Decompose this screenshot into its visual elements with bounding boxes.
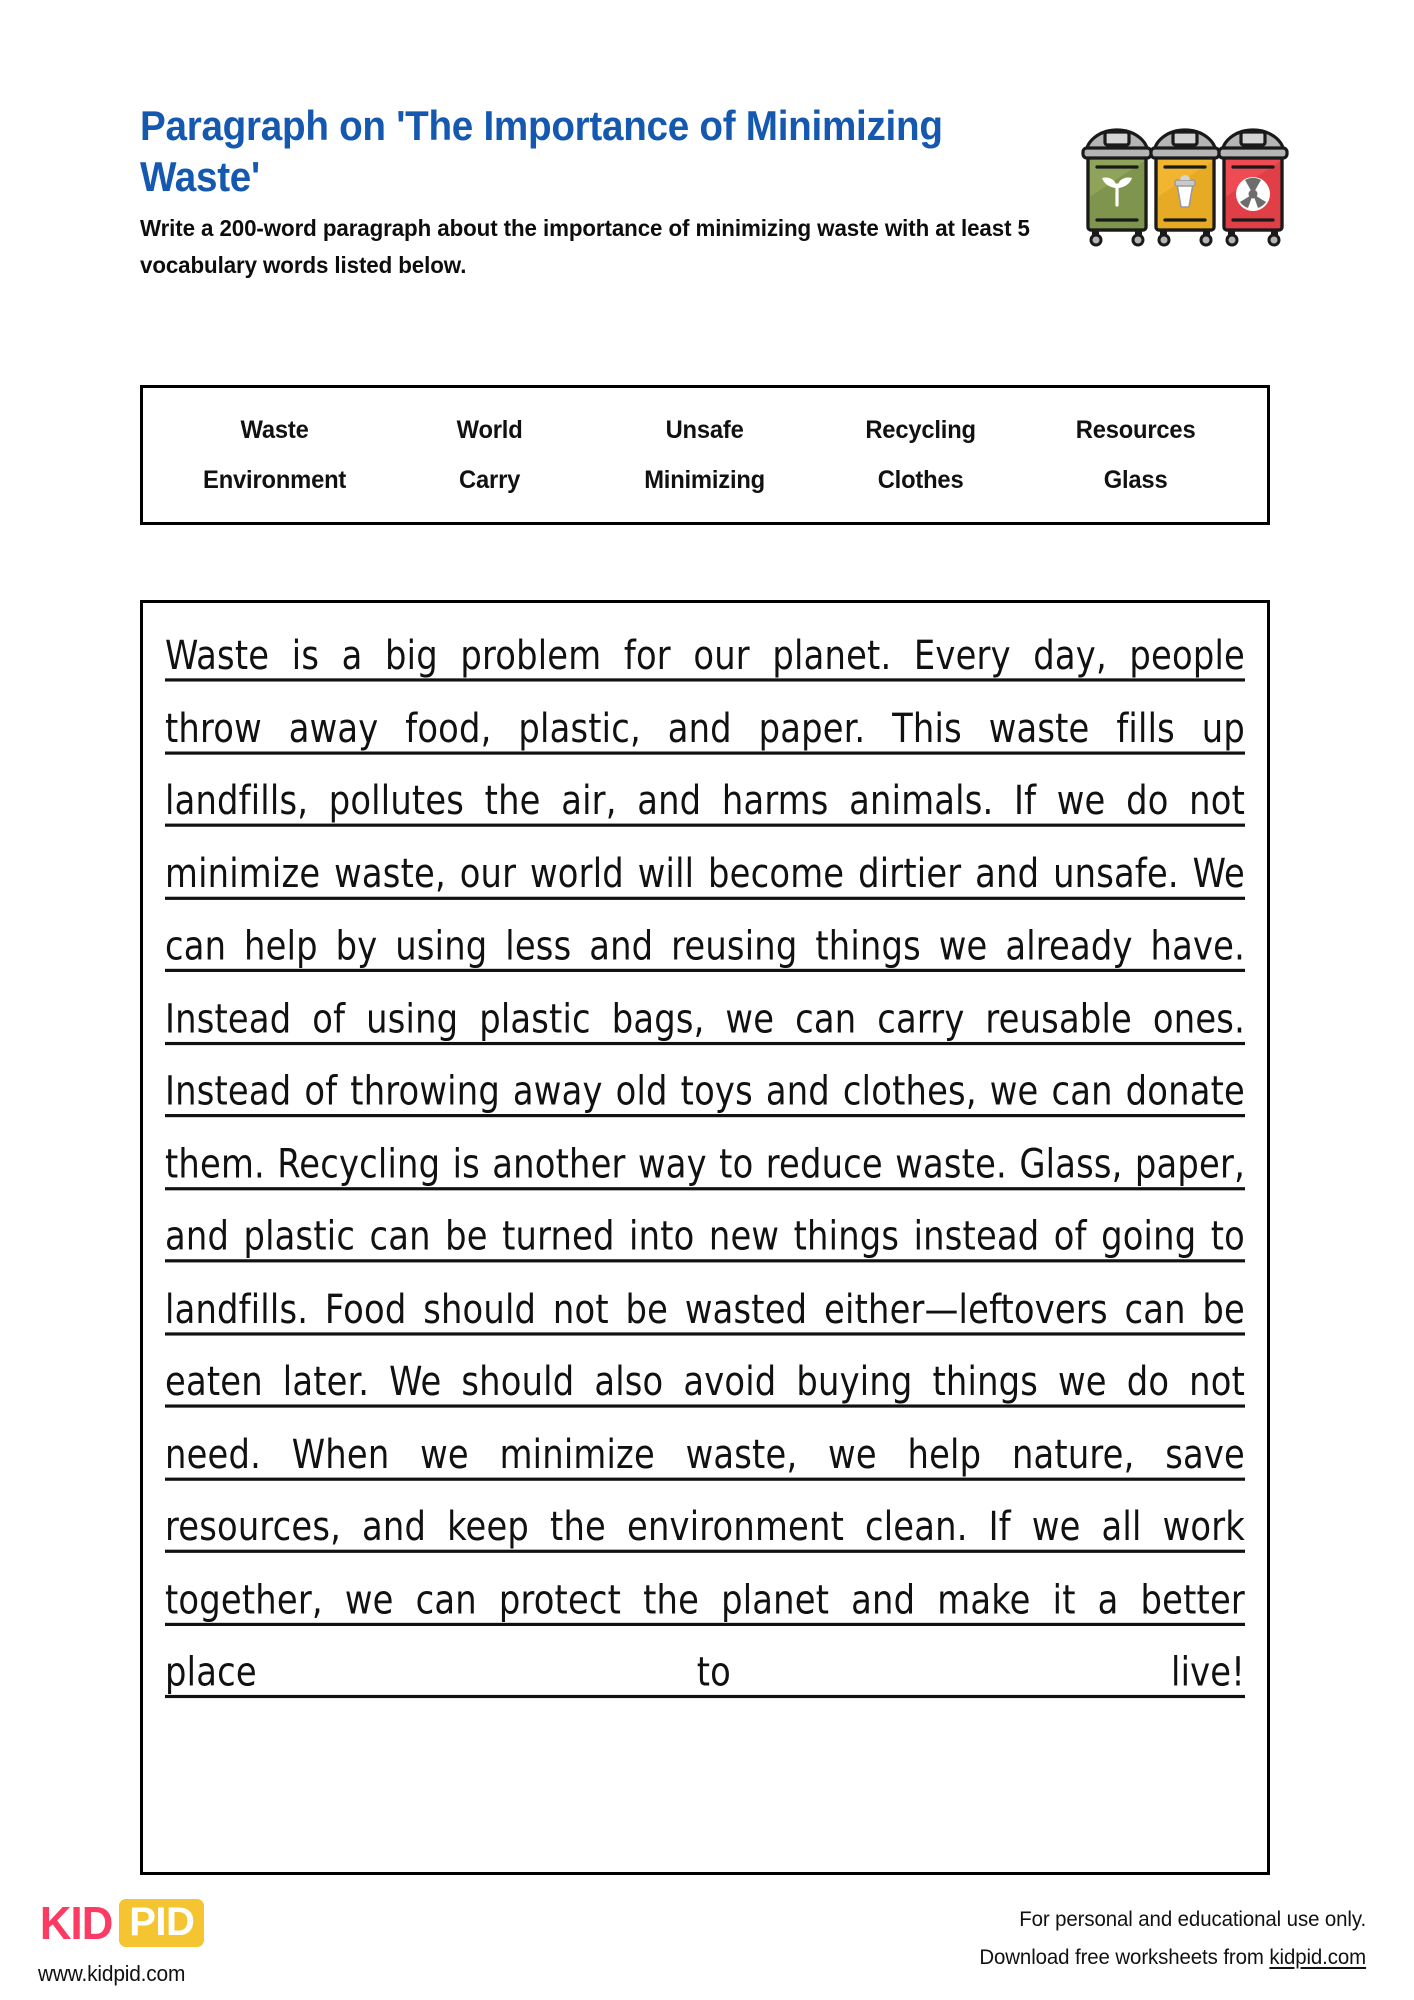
page-title: Paragraph on 'The Importance of Minimizing Waste': [140, 102, 943, 201]
kidpid-website-link[interactable]: kidpid.com: [1269, 1944, 1366, 1969]
header-text-block: [140, 100, 1140, 283]
vocabulary-word: Minimizing: [644, 465, 766, 494]
footer-notice-line-1: For personal and educational use only.: [1019, 1907, 1366, 1931]
vocabulary-word: World: [456, 415, 523, 444]
vocabulary-word: Waste: [240, 415, 309, 444]
radioactive-icon: [1236, 177, 1270, 211]
vocabulary-word: Recycling: [864, 415, 976, 444]
logo-pid-text: PID: [119, 1899, 204, 1947]
plastic-waste-bin: [1151, 130, 1219, 245]
footer-notice-line-2: [979, 1939, 1366, 1977]
vocabulary-word: Clothes: [877, 465, 964, 494]
logo-kid-text: KID: [39, 1897, 113, 1949]
footer-notice-prefix: Download free worksheets from: [979, 1944, 1270, 1969]
page-footer: [0, 1895, 1414, 2000]
answer-paragraph-box[interactable]: [140, 600, 1270, 1875]
vocabulary-word: Resources: [1075, 415, 1196, 444]
vocabulary-word: Unsafe: [665, 415, 745, 444]
logo-website-url: www.kidpid.com: [38, 1961, 186, 1986]
instruction-text: Write a 200-word paragraph about the importance of minimizing waste with at least 5 vocabulary words listed below.: [140, 215, 1030, 278]
recycling-bins-illustration: [1080, 110, 1300, 250]
vocabulary-row-2: [167, 455, 1243, 505]
vocabulary-word: Glass: [1103, 465, 1168, 494]
vocabulary-row-1: [167, 405, 1243, 455]
kidpid-logo: [38, 1895, 338, 1987]
organic-waste-bin: [1083, 130, 1151, 245]
hazardous-waste-bin: [1219, 130, 1287, 245]
vocabulary-word-bank: [140, 385, 1270, 525]
vocabulary-word: Carry: [459, 465, 521, 494]
worksheet-header: [140, 100, 1280, 283]
vocabulary-word: Environment: [203, 465, 347, 494]
footer-notice: [959, 1901, 1366, 1976]
answer-paragraph-text: Waste is a big problem for our planet. Every day, people throw away food, plastic, and paper. This waste fills up landfills, pollutes the air, and harms animals. If we do not minimize waste, our world will become dirtier and unsafe. We can help by using less and reusing things we already have. Instead of using plastic bags, we can carry reusable ones. Instead of throwing away old toys and clothes, we can donate them. Recycling is another way to reduce waste. Glass, paper, and plastic can be turned into new things instead of going to landfills. Food should not be wasted either—leftovers can be eaten later. We should also avoid buying things we do not need. When we minimize waste, we help nature, save resources, and keep the environment clean. If we all work together, we can protect the planet and make it a better place to live!: [165, 631, 1245, 1695]
